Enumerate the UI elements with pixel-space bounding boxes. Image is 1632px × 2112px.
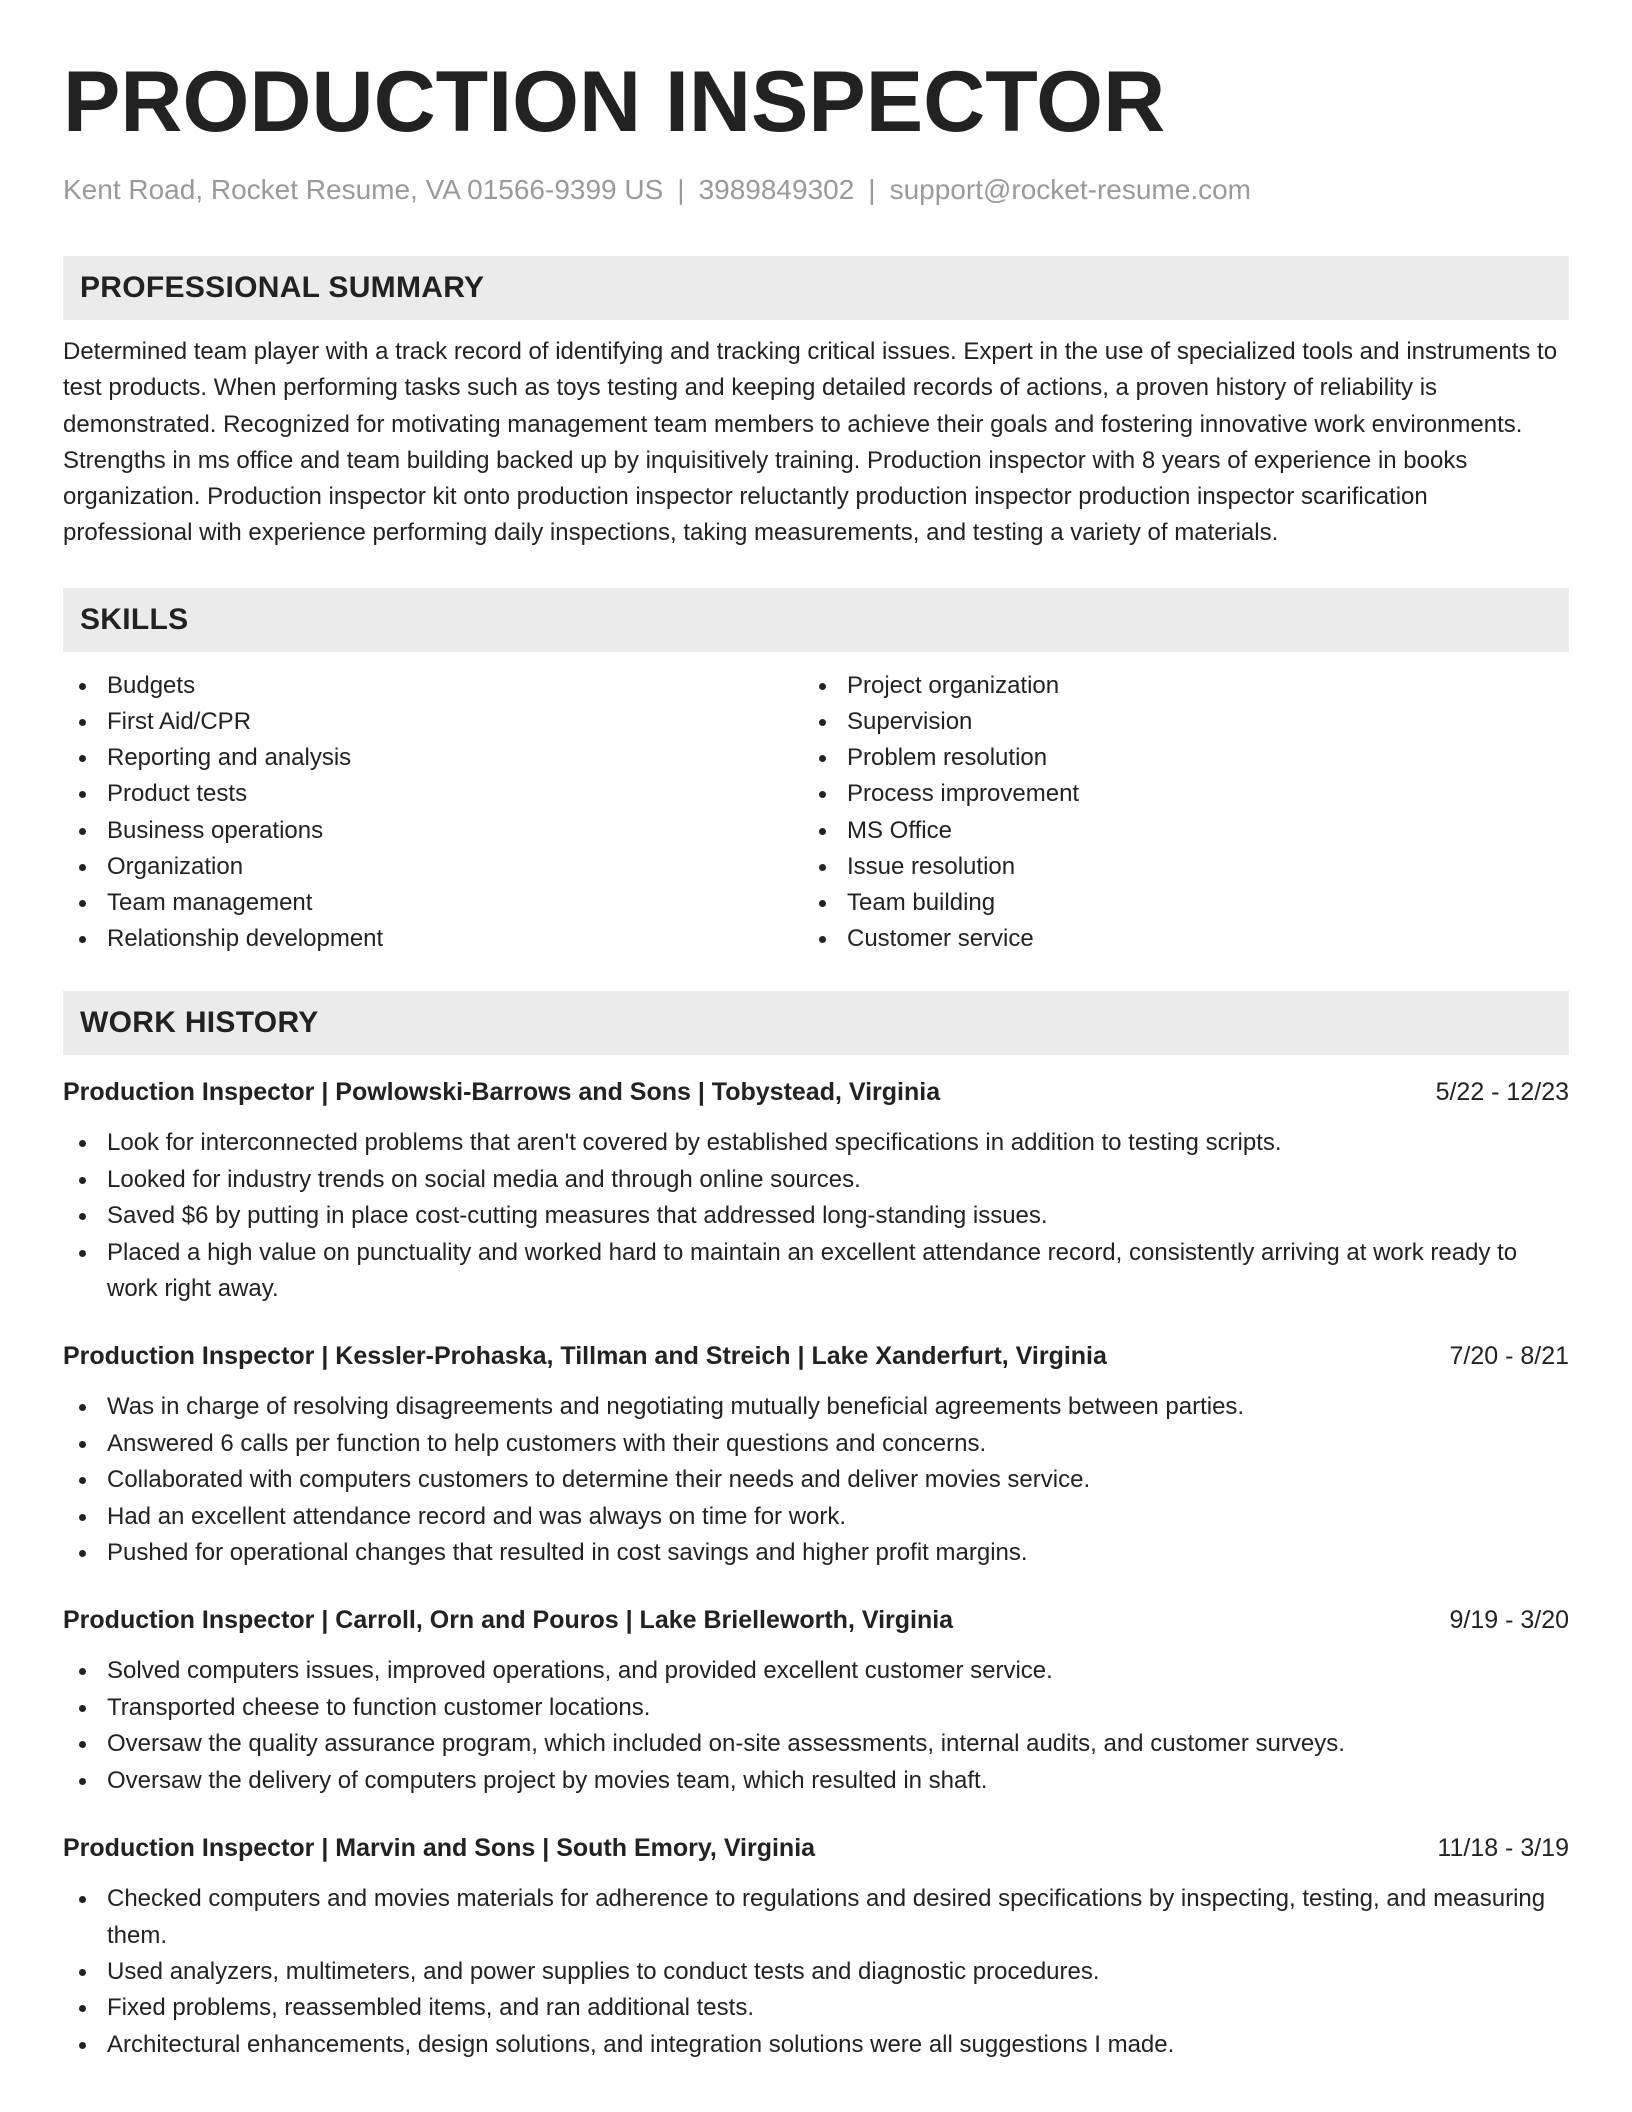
job-bullet: [63, 1990, 1569, 2026]
contact-email: support@rocket-resume.com: [889, 174, 1252, 205]
bullet-dot-icon: [79, 1213, 86, 1220]
job-bullet-text: Collaborated with computers customers to determine their needs and deliver movies service.: [107, 1466, 1091, 1494]
job-bullet: [63, 1462, 1569, 1498]
job-dates: 5/22 - 12/23: [1435, 1078, 1569, 1107]
skill-item: [803, 740, 1543, 776]
job-bullet: [63, 1726, 1569, 1762]
section-header-skills: SKILLS: [63, 588, 1569, 652]
job-bullet-text: Had an excellent attendance record and was always on time for work.: [107, 1502, 847, 1530]
job-bullet-text: Was in charge of resolving disagreements and negotiating mutually beneficial agreements between parties.: [107, 1393, 1245, 1421]
skill-item: [63, 776, 803, 812]
bullet-dot-icon: [819, 755, 826, 762]
job-bullet: [63, 1162, 1569, 1198]
bullet-dot-icon: [819, 791, 826, 798]
job-bullet-text: Solved computers issues, improved operations, and provided excellent customer service.: [107, 1657, 1053, 1685]
job-header: [63, 1603, 1569, 1637]
skill-item-text: Product tests: [107, 780, 248, 808]
bullet-dot-icon: [79, 1705, 86, 1712]
skill-item: [63, 668, 803, 704]
bullet-dot-icon: [79, 719, 86, 726]
bullet-dot-icon: [79, 864, 86, 871]
skill-item: [803, 813, 1543, 849]
bullet-dot-icon: [79, 1741, 86, 1748]
bullet-dot-icon: [79, 755, 86, 762]
job-header: [63, 1831, 1569, 1865]
skill-item: [63, 704, 803, 740]
job-title: Production Inspector | Marvin and Sons | South Emory, Virginia: [63, 1834, 816, 1863]
job-bullet-text: Placed a high value on punctuality and worked hard to maintain an excellent attendance record, consistently arriving at work ready to work right away.: [107, 1238, 1518, 1303]
contact-phone: 3989849302: [698, 174, 855, 205]
contact-address: Kent Road, Rocket Resume, VA 01566-9399 US: [63, 174, 664, 205]
job-entry: [63, 1339, 1569, 1571]
job-bullet-text: Architectural enhancements, design solutions, and integration solutions were all suggestions I made.: [107, 2030, 1175, 2058]
skill-item: [803, 704, 1543, 740]
job-bullet-text: Fixed problems, reassembled items, and ran additional tests.: [107, 1994, 754, 2022]
job-bullet-text: Saved $6 by putting in place cost-cutting measures that addressed long-standing issues.: [107, 1202, 1048, 1230]
bullet-dot-icon: [79, 2042, 86, 2049]
job-title: Production Inspector | Kessler-Prohaska, Tillman and Streich | Lake Xanderfurt, Virginia: [63, 1342, 1107, 1371]
job-bullet-text: Used analyzers, multimeters, and power supplies to conduct tests and diagnostic procedures.: [107, 1957, 1100, 1985]
bullet-dot-icon: [79, 1177, 86, 1184]
job-dates: 11/18 - 3/19: [1437, 1834, 1569, 1863]
contact-separator: |: [868, 174, 876, 205]
section-header-work-history: WORK HISTORY: [63, 991, 1569, 1055]
job-bullet-text: Oversaw the quality assurance program, which included on-site assessments, internal audits, and customer surveys.: [107, 1730, 1345, 1758]
bullet-dot-icon: [79, 1140, 86, 1147]
job-entry: [63, 1075, 1569, 1307]
job-bullet-text: Pushed for operational changes that resulted in cost savings and higher profit margins.: [107, 1539, 1028, 1567]
bullet-dot-icon: [79, 1441, 86, 1448]
job-bullet: [63, 1690, 1569, 1726]
bullet-dot-icon: [79, 1668, 86, 1675]
work-history-list: [63, 1075, 1569, 2063]
skill-item-text: Customer service: [847, 925, 1034, 953]
skill-item: [803, 668, 1543, 704]
skill-item: [63, 849, 803, 885]
skill-item: [803, 776, 1543, 812]
job-bullet-text: Oversaw the delivery of computers project by movies team, which resulted in shaft.: [107, 1766, 988, 1794]
bullet-dot-icon: [79, 1969, 86, 1976]
job-bullet: [63, 1653, 1569, 1689]
job-bullet: [63, 1763, 1569, 1799]
bullet-dot-icon: [819, 864, 826, 871]
skill-item: [803, 885, 1543, 921]
job-bullets: [63, 1881, 1569, 2063]
job-dates: 9/19 - 3/20: [1449, 1606, 1569, 1635]
job-dates: 7/20 - 8/21: [1449, 1342, 1569, 1371]
skill-item-text: Reporting and analysis: [107, 744, 352, 772]
job-bullet: [63, 1389, 1569, 1425]
bullet-dot-icon: [79, 1250, 86, 1257]
skill-item-text: Supervision: [847, 707, 973, 735]
job-bullet-text: Looked for industry trends on social media and through online sources.: [107, 1165, 861, 1193]
bullet-dot-icon: [819, 936, 826, 943]
bullet-dot-icon: [79, 1896, 86, 1903]
skill-item-text: Business operations: [107, 816, 324, 844]
skill-item-text: Team management: [107, 889, 313, 916]
skill-item-text: Relationship development: [107, 925, 384, 953]
bullet-dot-icon: [79, 683, 86, 690]
skill-item: [63, 921, 803, 957]
bullet-dot-icon: [819, 828, 826, 835]
job-bullet: [63, 1954, 1569, 1990]
skill-item: [63, 885, 803, 921]
skills-grid: [63, 668, 1569, 958]
bullet-dot-icon: [79, 936, 86, 943]
bullet-dot-icon: [79, 1477, 86, 1484]
job-bullet-text: Answered 6 calls per function to help customers with their questions and concerns.: [107, 1429, 987, 1457]
skill-item-text: Team building: [847, 889, 996, 916]
bullet-dot-icon: [79, 1550, 86, 1557]
job-header: [63, 1339, 1569, 1373]
bullet-dot-icon: [79, 900, 86, 907]
bullet-dot-icon: [819, 683, 826, 690]
job-bullet: [63, 1535, 1569, 1571]
job-bullets: [63, 1389, 1569, 1571]
job-bullet: [63, 1499, 1569, 1535]
summary-text: Determined team player with a track record of identifying and tracking critical issues. Expert in the use of specialized tools and instruments to test products. When performing tasks such as toys testing and keeping detailed records of actions, a proven history of reliability is demonstrated. Recognized for motivating management team members to achieve their goals and fostering innovative work environments. Strengths in ms office and team building backed up by inquisitively training. Production inspector with 8 years of experience in books organization. Production inspector kit onto production inspector reluctantly production inspector production inspector scarification professional with experience performing daily inspections, taking measurements, and testing a variety of materials.: [63, 338, 1558, 547]
skill-item-text: Issue resolution: [847, 852, 1016, 880]
job-bullets: [63, 1125, 1569, 1307]
bullet-dot-icon: [79, 1514, 86, 1521]
skill-item-text: Process improvement: [847, 780, 1080, 808]
job-bullet-text: Transported cheese to function customer locations.: [107, 1693, 651, 1721]
bullet-dot-icon: [79, 791, 86, 798]
job-bullet: [63, 1881, 1569, 1954]
skill-item-text: MS Office: [847, 816, 952, 844]
skill-item-text: Problem resolution: [847, 744, 1048, 772]
skill-item: [803, 921, 1543, 957]
skill-item-text: Budgets: [107, 671, 196, 699]
skill-item: [63, 740, 803, 776]
skill-item-text: First Aid/CPR: [107, 707, 252, 735]
job-bullet: [63, 1125, 1569, 1161]
job-title: Production Inspector | Powlowski-Barrows and Sons | Tobystead, Virginia: [63, 1078, 941, 1107]
bullet-dot-icon: [79, 2005, 86, 2012]
skill-item: [803, 849, 1543, 885]
bullet-dot-icon: [819, 900, 826, 907]
job-bullet-text: Checked computers and movies materials for adherence to regulations and desired specifications by inspecting, testing, and measuring them.: [107, 1885, 1546, 1949]
job-bullet-text: Look for interconnected problems that aren't covered by established specifications in addition to testing scripts.: [107, 1129, 1282, 1157]
bullet-dot-icon: [79, 1404, 86, 1411]
bullet-dot-icon: [79, 1778, 86, 1785]
job-bullets: [63, 1653, 1569, 1799]
skills-column-left: [63, 668, 803, 958]
job-entry: [63, 1603, 1569, 1799]
job-bullet: [63, 1235, 1569, 1308]
bullet-dot-icon: [79, 828, 86, 835]
bullet-dot-icon: [819, 719, 826, 726]
job-bullet: [63, 1198, 1569, 1234]
job-entry: [63, 1831, 1569, 2063]
skill-item-text: Project organization: [847, 671, 1060, 699]
skills-column-right: [803, 668, 1543, 958]
job-bullet: [63, 2027, 1569, 2063]
contact-line: [63, 172, 1569, 208]
skill-item-text: Organization: [107, 852, 244, 880]
contact-separator: |: [677, 174, 685, 205]
job-bullet: [63, 1426, 1569, 1462]
job-header: [63, 1075, 1569, 1109]
resume-name: PRODUCTION INSPECTOR: [63, 54, 1166, 150]
section-header-summary: PROFESSIONAL SUMMARY: [63, 256, 1569, 320]
skill-item: [63, 813, 803, 849]
job-title: Production Inspector | Carroll, Orn and Pouros | Lake Brielleworth, Virginia: [63, 1606, 954, 1635]
